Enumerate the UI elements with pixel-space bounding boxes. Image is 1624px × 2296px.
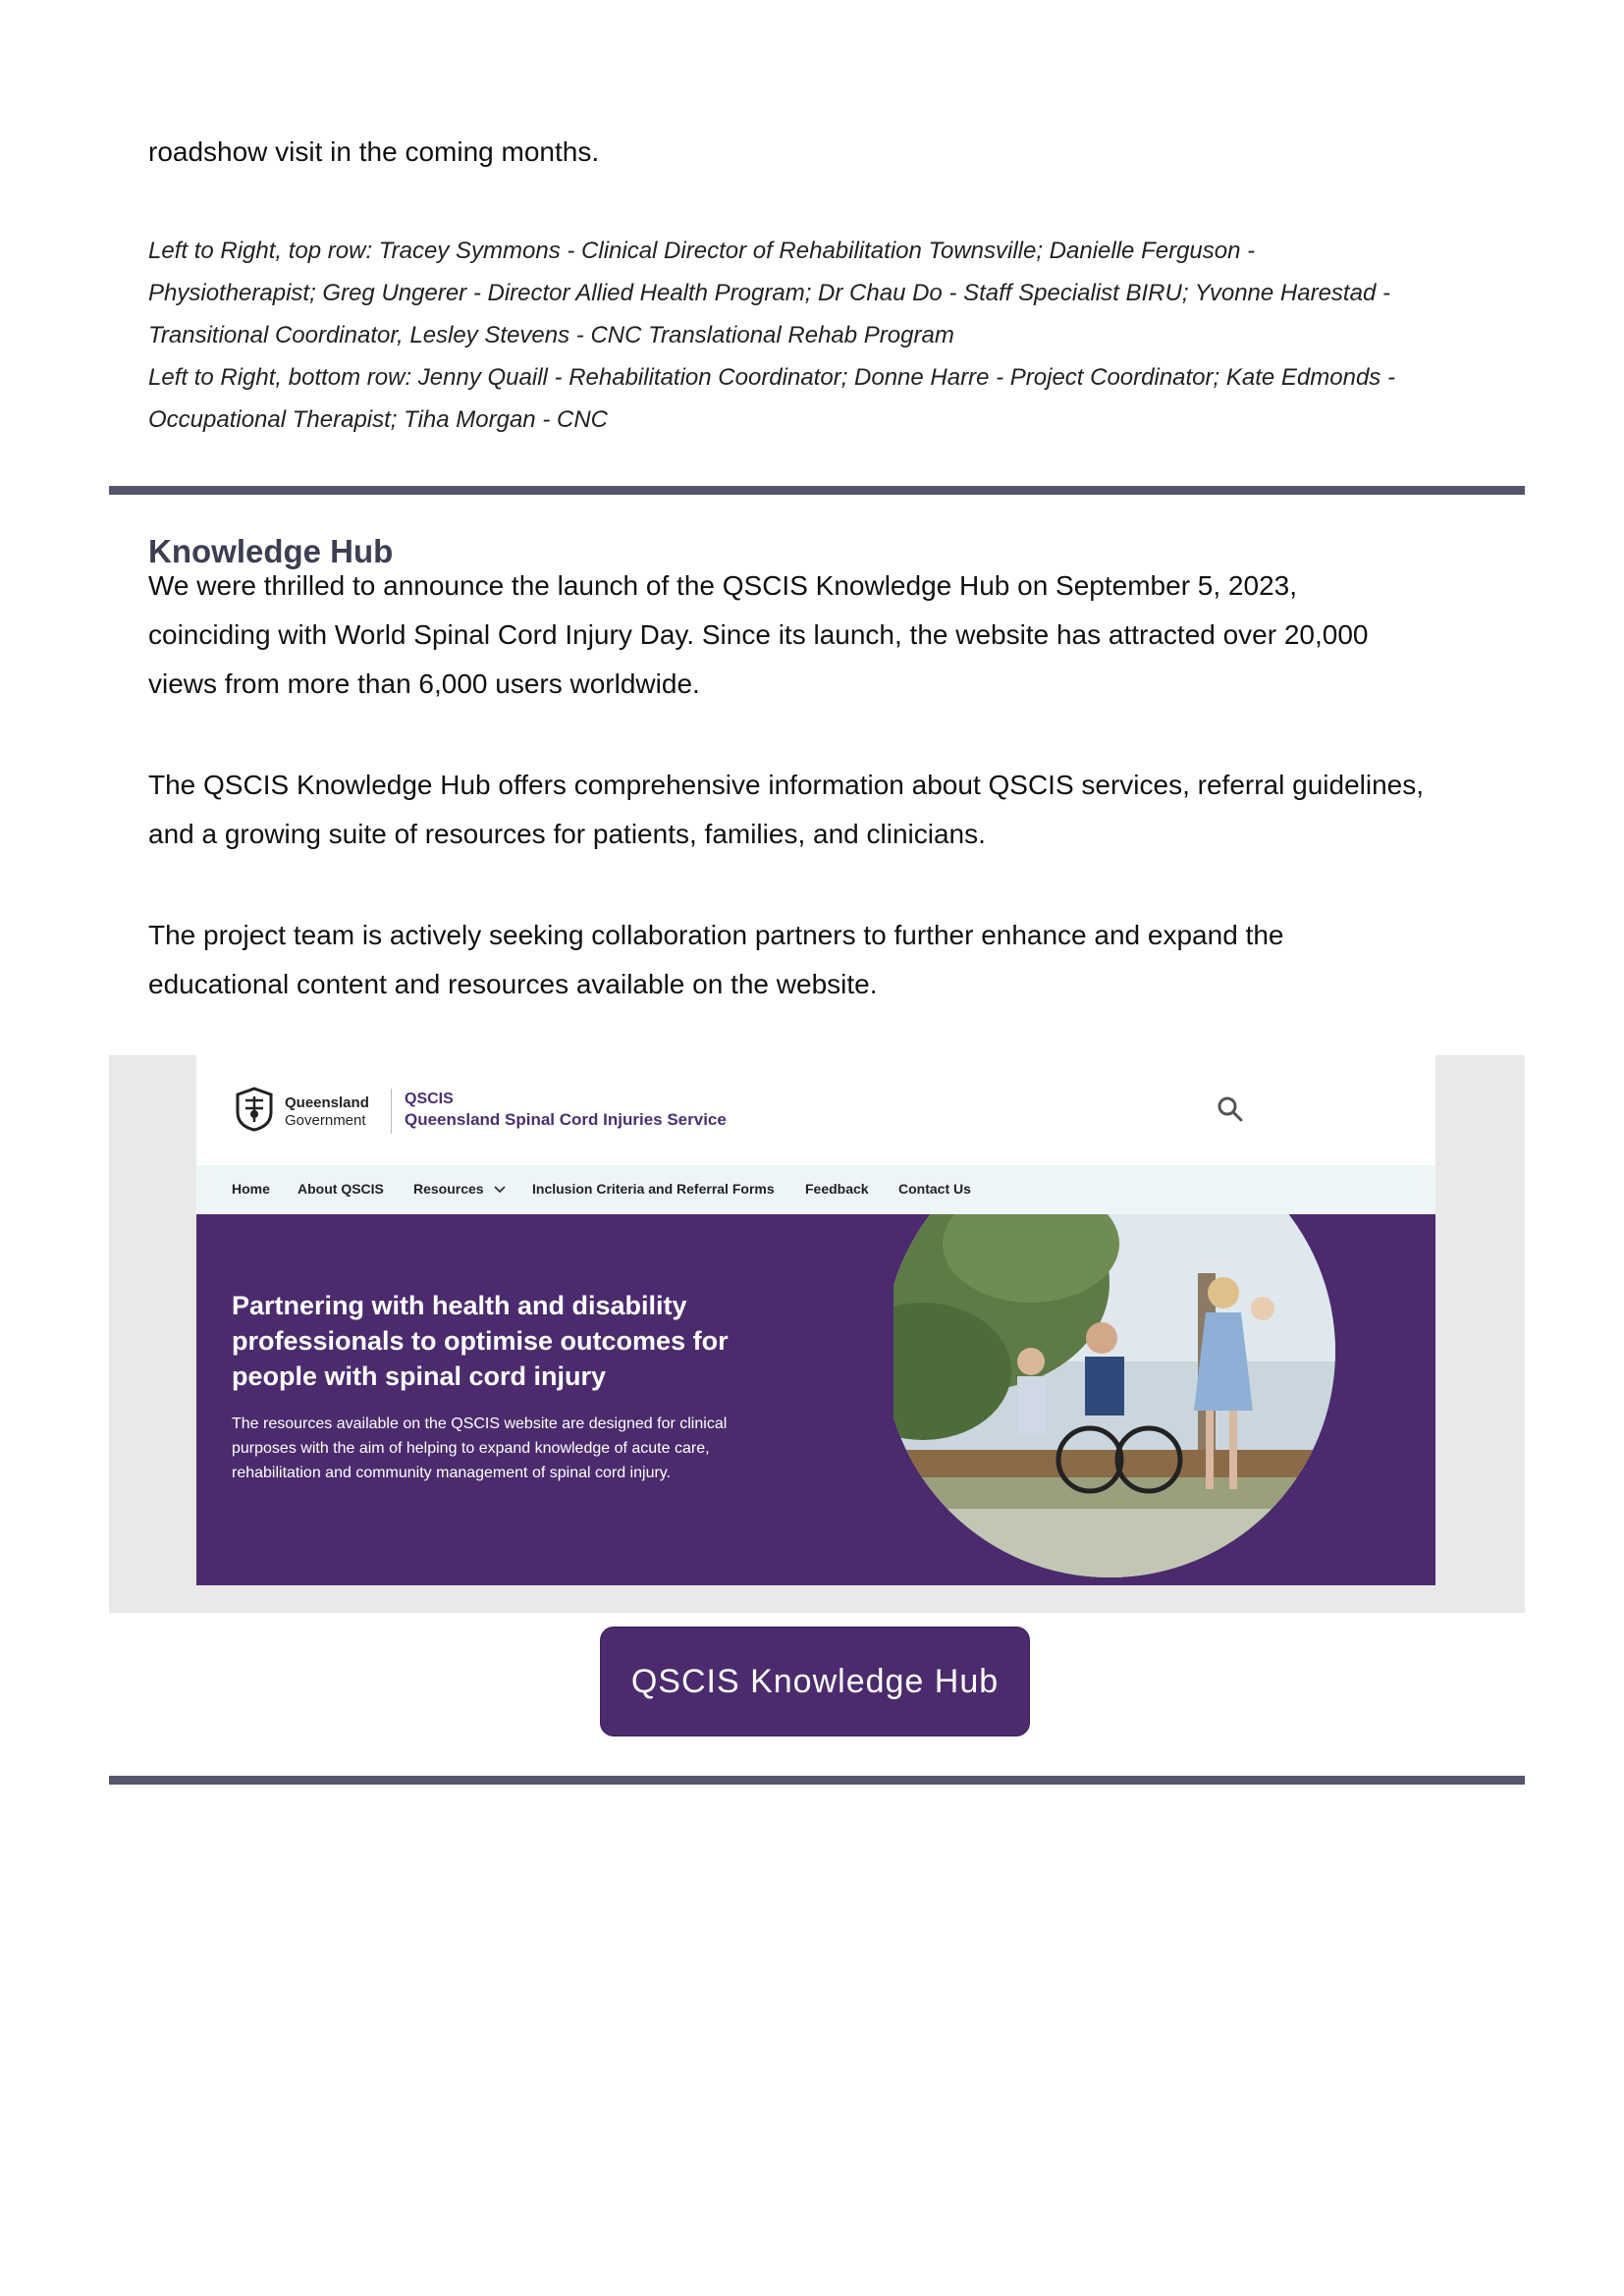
text-line: educational content and resources available on the website. — [148, 969, 878, 999]
section-heading: Knowledge Hub — [148, 533, 394, 569]
knowledge-hub-button[interactable]: QSCIS Knowledge Hub — [600, 1627, 1030, 1736]
family-photo — [893, 1214, 1345, 1585]
intro-line: roadshow visit in the coming months. — [148, 136, 600, 167]
caption-line: Transitional Coordinator, Lesley Stevens - CNC Translational Rehab Program — [148, 322, 954, 348]
nav-item-about: About QSCIS — [298, 1181, 384, 1197]
service-name: Queensland Spinal Cord Injuries Service — [405, 1110, 727, 1129]
section-divider — [109, 486, 1525, 495]
hero-banner — [196, 1214, 1435, 1585]
caption-line: Occupational Therapist; Tiha Morgan - CNC — [148, 406, 608, 433]
nav-item-resources: Resources — [413, 1181, 484, 1197]
website-screenshot — [109, 1055, 1525, 1613]
gov-name-line1: Queensland — [285, 1095, 369, 1111]
caption-line: Physiotherapist; Greg Ungerer - Director Allied Health Program; Dr Chau Do - Staff Specialist BIRU; Yvonne Harestad - — [148, 280, 1390, 306]
text-line: The QSCIS Knowledge Hub offers comprehensive information about QSCIS services, referral guidelines, — [148, 770, 1425, 800]
nav-item-inclusion-criteria: Inclusion Criteria and Referral Forms — [532, 1181, 775, 1197]
queensland-crest-icon — [232, 1085, 277, 1132]
text-line: coinciding with World Spinal Cord Injury Day. Since its launch, the website has attracted over 20,000 — [148, 619, 1369, 650]
paragraph-offering — [148, 761, 1543, 859]
hero-title: Partnering with health and disability professionals to optimise outcomes for people with spinal cord injury — [232, 1291, 729, 1391]
site-header — [196, 1055, 1435, 1165]
service-abbreviation: QSCIS — [405, 1091, 454, 1107]
paragraph-launch — [148, 561, 1523, 709]
photo-caption — [148, 230, 1523, 441]
website-frame — [196, 1055, 1435, 1585]
header-separator — [391, 1089, 392, 1134]
text-line: and a growing suite of resources for patients, families, and clinicians. — [148, 819, 986, 849]
nav-item-home: Home — [232, 1181, 270, 1197]
search-icon — [1216, 1095, 1245, 1124]
nav-item-feedback: Feedback — [805, 1181, 869, 1197]
text-line: The project team is actively seeking collaboration partners to further enhance and expand the — [148, 920, 1284, 950]
gov-name-line2: Government — [285, 1112, 366, 1129]
caption-line: Left to Right, top row: Tracey Symmons - Clinical Director of Rehabilitation Townsville; Danielle Ferguson - — [148, 238, 1256, 264]
hero-description: The resources available on the QSCIS website are designed for clinical purposes with the aim of helping to expand knowledge of acute care, rehabilitation and community management of spinal cord injury. — [232, 1415, 728, 1481]
nav-item-contact: Contact Us — [898, 1181, 971, 1197]
section-divider — [109, 1776, 1525, 1785]
chevron-down-icon — [494, 1185, 506, 1195]
text-line: views from more than 6,000 users worldwide. — [148, 668, 700, 699]
site-nav — [196, 1165, 1435, 1214]
text-line: We were thrilled to announce the launch of the QSCIS Knowledge Hub on September 5, 2023, — [148, 570, 1297, 601]
caption-line: Left to Right, bottom row: Jenny Quaill - Rehabilitation Coordinator; Donne Harre - Project Coordinator; Kate Edmonds - — [148, 364, 1395, 391]
paragraph-collaboration — [148, 911, 1523, 1009]
